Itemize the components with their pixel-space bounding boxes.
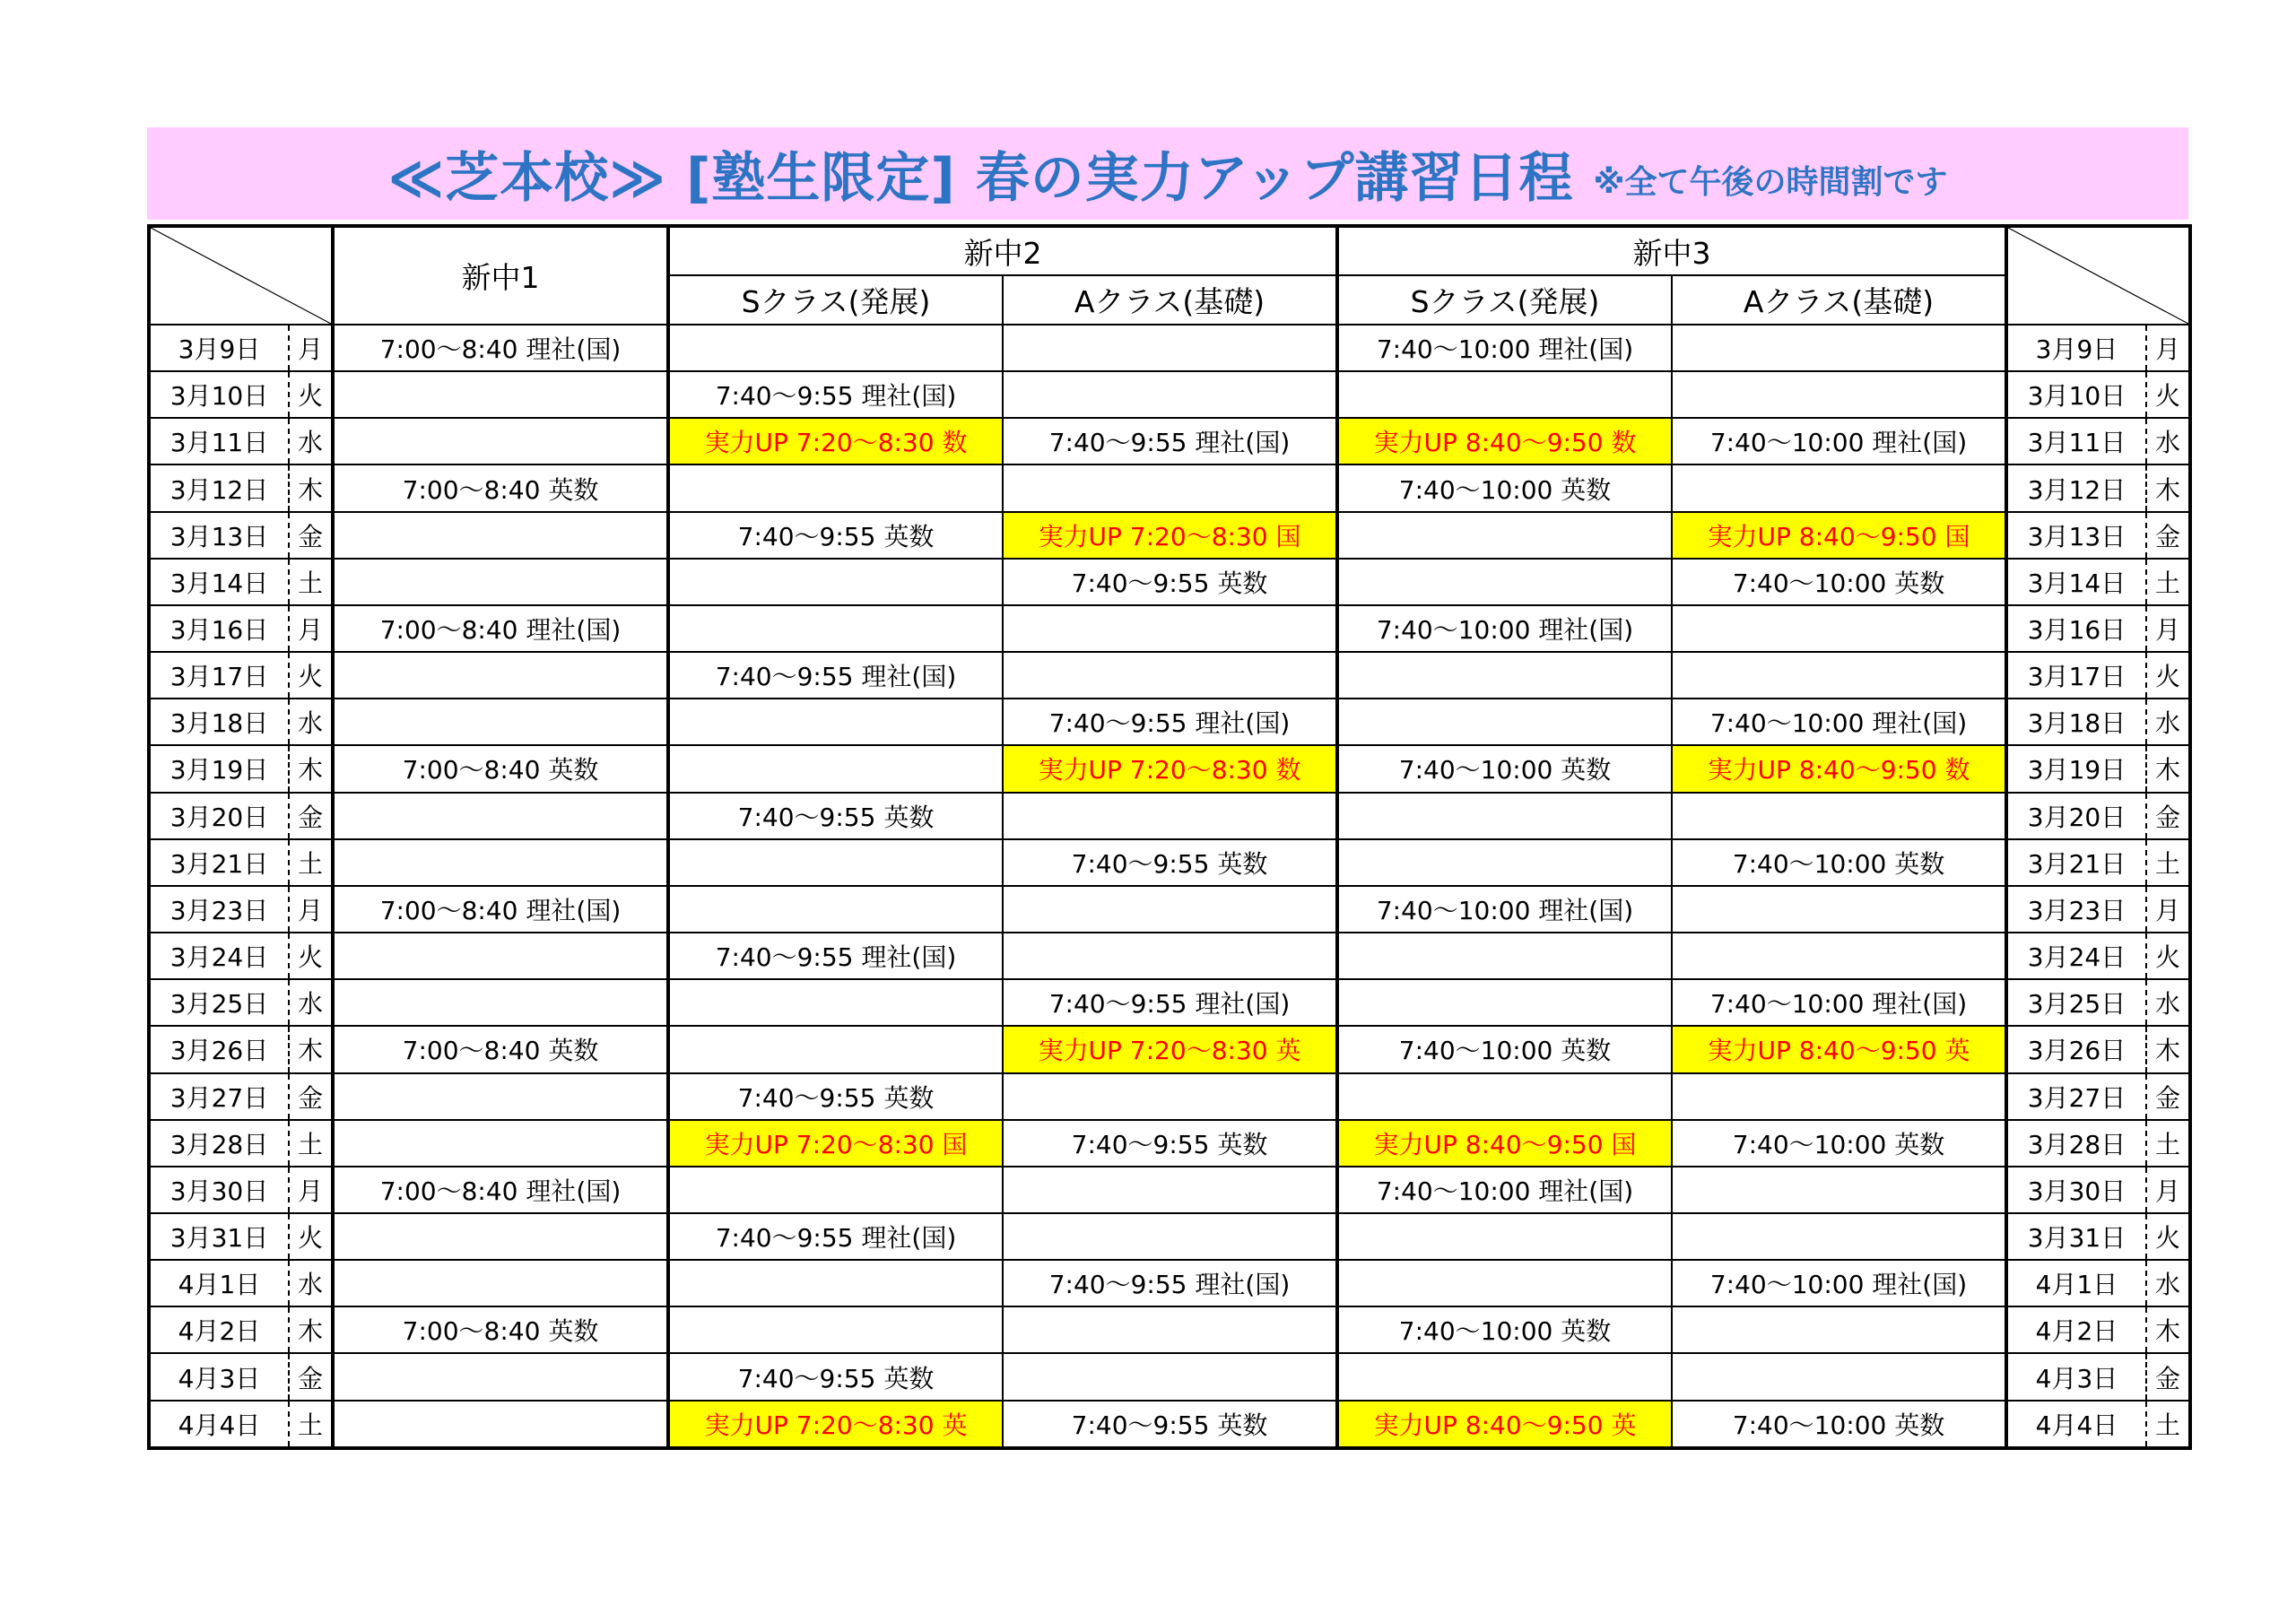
weekday-cell-right: 木 (2146, 1306, 2190, 1353)
grade2-a-cell: 7:40～9:55 理社(国) (1003, 979, 1337, 1026)
weekday-cell-right: 火 (2146, 652, 2190, 699)
date-cell: 3月9日 (149, 325, 289, 371)
grade1-cell: 7:00～8:40 理社(国) (333, 325, 668, 371)
date-cell: 3月13日 (149, 512, 289, 559)
schedule-row (149, 418, 2190, 464)
grade3-a-cell (1672, 886, 2006, 933)
grade2-s-cell: 7:40～9:55 理社(国) (668, 371, 1003, 418)
grade1-cell (333, 512, 668, 559)
grade2-a-cell: 7:40～9:55 英数 (1003, 1120, 1337, 1167)
grade2-s-cell (668, 1167, 1003, 1213)
grade1-cell: 7:00～8:40 英数 (333, 1306, 668, 1353)
weekday-cell-right: 水 (2146, 979, 2190, 1026)
date-cell-right: 3月24日 (2006, 933, 2146, 979)
grade3-a-cell (1672, 793, 2006, 839)
grade1-cell (333, 559, 668, 605)
weekday-cell-right: 火 (2146, 1213, 2190, 1260)
grade3-s-cell: 実力UP 8:40～9:50 数 (1337, 418, 1672, 464)
weekday-cell: 金 (289, 793, 333, 839)
weekday-cell: 土 (289, 1120, 333, 1167)
grade1-cell: 7:00～8:40 理社(国) (333, 605, 668, 652)
weekday-cell-right: 月 (2146, 605, 2190, 652)
weekday-cell-right: 月 (2146, 325, 2190, 371)
grade1-cell: 7:00～8:40 英数 (333, 1026, 668, 1072)
schedule-row (149, 652, 2190, 699)
grade3-a-cell: 7:40～10:00 英数 (1672, 839, 2006, 886)
weekday-cell: 土 (289, 559, 333, 605)
grade2-s-cell (668, 839, 1003, 886)
weekday-cell: 月 (289, 886, 333, 933)
header-g2-s-class: Sクラス(発展) (668, 275, 1003, 325)
weekday-cell: 金 (289, 1073, 333, 1120)
weekday-cell: 火 (289, 933, 333, 979)
grade3-s-cell: 7:40～10:00 英数 (1337, 464, 1672, 511)
grade1-cell (333, 1213, 668, 1260)
schedule-row (149, 1167, 2190, 1213)
date-cell: 3月18日 (149, 699, 289, 745)
date-cell: 3月28日 (149, 1120, 289, 1167)
date-cell-right: 3月10日 (2006, 371, 2146, 418)
grade3-s-cell (1337, 559, 1672, 605)
date-cell-right: 3月13日 (2006, 512, 2146, 559)
grade2-a-cell: 7:40～9:55 英数 (1003, 839, 1337, 886)
weekday-cell-right: 火 (2146, 371, 2190, 418)
date-cell-right: 3月21日 (2006, 839, 2146, 886)
grade3-a-cell (1672, 605, 2006, 652)
grade3-a-cell (1672, 371, 2006, 418)
header-grade3: 新中3 (1337, 226, 2006, 275)
grade3-s-cell: 7:40～10:00 理社(国) (1337, 605, 1672, 652)
grade2-a-cell (1003, 605, 1337, 652)
grade3-s-cell (1337, 839, 1672, 886)
weekday-cell: 木 (289, 1026, 333, 1072)
date-cell: 4月3日 (149, 1353, 289, 1400)
weekday-cell: 火 (289, 1213, 333, 1260)
weekday-cell: 金 (289, 1353, 333, 1400)
grade1-cell (333, 371, 668, 418)
date-cell-right: 4月2日 (2006, 1306, 2146, 1353)
grade3-s-cell (1337, 1353, 1672, 1400)
grade2-a-cell (1003, 886, 1337, 933)
schedule-row (149, 1026, 2190, 1072)
grade2-a-cell: 7:40～9:55 理社(国) (1003, 699, 1337, 745)
grade3-s-cell: 7:40～10:00 理社(国) (1337, 325, 1672, 371)
grade2-a-cell: 実力UP 7:20～8:30 国 (1003, 512, 1337, 559)
grade1-cell (333, 1260, 668, 1306)
date-cell-right: 3月11日 (2006, 418, 2146, 464)
grade1-cell (333, 699, 668, 745)
grade3-s-cell (1337, 1073, 1672, 1120)
grade3-a-cell: 7:40～10:00 理社(国) (1672, 699, 2006, 745)
grade1-cell: 7:00～8:40 英数 (333, 745, 668, 792)
corner-cell-right (2006, 226, 2190, 325)
grade3-s-cell (1337, 512, 1672, 559)
grade3-s-cell (1337, 1260, 1672, 1306)
grade2-a-cell (1003, 325, 1337, 371)
date-cell-right: 3月26日 (2006, 1026, 2146, 1072)
date-cell: 3月17日 (149, 652, 289, 699)
weekday-cell-right: 水 (2146, 1260, 2190, 1306)
grade3-a-cell: 7:40～10:00 理社(国) (1672, 979, 2006, 1026)
grade3-s-cell (1337, 793, 1672, 839)
grade2-s-cell: 実力UP 7:20～8:30 英 (668, 1401, 1003, 1448)
grade2-s-cell (668, 325, 1003, 371)
schedule-row (149, 886, 2190, 933)
weekday-cell-right: 火 (2146, 933, 2190, 979)
weekday-cell: 金 (289, 512, 333, 559)
weekday-cell-right: 土 (2146, 839, 2190, 886)
grade3-s-cell: 7:40～10:00 英数 (1337, 745, 1672, 792)
grade3-s-cell (1337, 371, 1672, 418)
schedule-row (149, 1306, 2190, 1353)
grade2-a-cell: 実力UP 7:20～8:30 英 (1003, 1026, 1337, 1072)
grade2-s-cell: 7:40～9:55 英数 (668, 1073, 1003, 1120)
grade2-a-cell (1003, 1353, 1337, 1400)
date-cell: 3月11日 (149, 418, 289, 464)
date-cell: 3月10日 (149, 371, 289, 418)
weekday-cell: 火 (289, 652, 333, 699)
grade3-a-cell: 実力UP 8:40～9:50 数 (1672, 745, 2006, 792)
weekday-cell-right: 水 (2146, 699, 2190, 745)
grade2-s-cell: 7:40～9:55 理社(国) (668, 652, 1003, 699)
schedule-row (149, 371, 2190, 418)
date-cell-right: 3月28日 (2006, 1120, 2146, 1167)
grade2-a-cell: 7:40～9:55 理社(国) (1003, 1260, 1337, 1306)
header-grade2: 新中2 (668, 226, 1337, 275)
grade2-s-cell (668, 1026, 1003, 1072)
date-cell: 4月4日 (149, 1401, 289, 1448)
grade3-s-cell (1337, 652, 1672, 699)
grade2-s-cell (668, 464, 1003, 511)
grade2-a-cell (1003, 1073, 1337, 1120)
date-cell: 3月12日 (149, 464, 289, 511)
grade3-a-cell (1672, 1073, 2006, 1120)
grade2-s-cell: 7:40～9:55 英数 (668, 1353, 1003, 1400)
grade2-a-cell (1003, 1306, 1337, 1353)
weekday-cell: 水 (289, 1260, 333, 1306)
date-cell: 4月2日 (149, 1306, 289, 1353)
grade2-s-cell: 7:40～9:55 英数 (668, 512, 1003, 559)
grade2-a-cell (1003, 933, 1337, 979)
weekday-cell: 月 (289, 1167, 333, 1213)
weekday-cell: 土 (289, 1401, 333, 1448)
date-cell-right: 3月27日 (2006, 1073, 2146, 1120)
grade2-s-cell (668, 699, 1003, 745)
date-cell-right: 3月16日 (2006, 605, 2146, 652)
schedule-row (149, 1353, 2190, 1400)
grade3-a-cell (1672, 464, 2006, 511)
weekday-cell-right: 土 (2146, 1401, 2190, 1448)
schedule-row (149, 1260, 2190, 1306)
grade1-cell: 7:00～8:40 理社(国) (333, 1167, 668, 1213)
grade2-a-cell: 7:40～9:55 理社(国) (1003, 418, 1337, 464)
grade3-a-cell (1672, 1167, 2006, 1213)
header-g2-a-class: Aクラス(基礎) (1003, 275, 1337, 325)
grade2-s-cell (668, 886, 1003, 933)
schedule-row (149, 979, 2190, 1026)
grade1-cell (333, 793, 668, 839)
date-cell: 3月20日 (149, 793, 289, 839)
grade1-cell (333, 1073, 668, 1120)
grade3-a-cell (1672, 652, 2006, 699)
grade2-a-cell (1003, 1167, 1337, 1213)
grade2-s-cell (668, 1306, 1003, 1353)
grade3-a-cell (1672, 1353, 2006, 1400)
grade3-s-cell: 実力UP 8:40～9:50 英 (1337, 1401, 1672, 1448)
schedule-row (149, 1120, 2190, 1167)
grade3-a-cell: 7:40～10:00 英数 (1672, 1120, 2006, 1167)
weekday-cell: 木 (289, 745, 333, 792)
date-cell-right: 3月19日 (2006, 745, 2146, 792)
weekday-cell-right: 月 (2146, 886, 2190, 933)
grade2-s-cell (668, 979, 1003, 1026)
grade3-a-cell (1672, 933, 2006, 979)
title-note: ※全て午後の時間割です (1593, 164, 1948, 201)
date-cell-right: 3月23日 (2006, 886, 2146, 933)
date-cell: 3月24日 (149, 933, 289, 979)
header-g3-a-class: Aクラス(基礎) (1672, 275, 2006, 325)
header-grade1: 新中1 (333, 226, 668, 325)
date-cell: 3月31日 (149, 1213, 289, 1260)
grade2-s-cell (668, 1260, 1003, 1306)
weekday-cell-right: 水 (2146, 418, 2190, 464)
schedule-row (149, 793, 2190, 839)
grade2-s-cell: 実力UP 7:20～8:30 数 (668, 418, 1003, 464)
grade2-a-cell (1003, 1213, 1337, 1260)
weekday-cell-right: 金 (2146, 512, 2190, 559)
grade2-s-cell: 7:40～9:55 理社(国) (668, 933, 1003, 979)
grade3-a-cell: 7:40～10:00 理社(国) (1672, 1260, 2006, 1306)
date-cell: 3月21日 (149, 839, 289, 886)
grade3-a-cell: 7:40～10:00 英数 (1672, 559, 2006, 605)
grade1-cell: 7:00～8:40 理社(国) (333, 886, 668, 933)
weekday-cell-right: 金 (2146, 793, 2190, 839)
schedule-row (149, 325, 2190, 371)
weekday-cell-right: 金 (2146, 1353, 2190, 1400)
weekday-cell-right: 月 (2146, 1167, 2190, 1213)
grade2-a-cell: 7:40～9:55 英数 (1003, 1401, 1337, 1448)
schedule-row (149, 1073, 2190, 1120)
date-cell: 3月23日 (149, 886, 289, 933)
date-cell-right: 3月31日 (2006, 1213, 2146, 1260)
grade2-s-cell: 7:40～9:55 英数 (668, 793, 1003, 839)
weekday-cell: 木 (289, 464, 333, 511)
date-cell: 3月19日 (149, 745, 289, 792)
grade1-cell (333, 1353, 668, 1400)
grade3-s-cell: 7:40～10:00 理社(国) (1337, 1167, 1672, 1213)
weekday-cell: 木 (289, 1306, 333, 1353)
grade1-cell (333, 839, 668, 886)
date-cell-right: 3月9日 (2006, 325, 2146, 371)
grade2-a-cell (1003, 371, 1337, 418)
grade1-cell (333, 979, 668, 1026)
weekday-cell-right: 土 (2146, 559, 2190, 605)
grade3-a-cell (1672, 1213, 2006, 1260)
grade2-a-cell: 7:40～9:55 英数 (1003, 559, 1337, 605)
date-cell: 3月25日 (149, 979, 289, 1026)
date-cell: 3月30日 (149, 1167, 289, 1213)
schedule-table (147, 224, 2192, 1450)
date-cell: 3月27日 (149, 1073, 289, 1120)
schedule-row (149, 1213, 2190, 1260)
weekday-cell: 火 (289, 371, 333, 418)
grade2-s-cell: 実力UP 7:20～8:30 国 (668, 1120, 1003, 1167)
grade2-s-cell: 7:40～9:55 理社(国) (668, 1213, 1003, 1260)
weekday-cell: 月 (289, 325, 333, 371)
grade3-s-cell: 7:40～10:00 英数 (1337, 1026, 1672, 1072)
schedule-row (149, 512, 2190, 559)
schedule-row (149, 605, 2190, 652)
date-cell-right: 4月3日 (2006, 1353, 2146, 1400)
grade2-a-cell (1003, 652, 1337, 699)
date-cell-right: 3月17日 (2006, 652, 2146, 699)
weekday-cell: 土 (289, 839, 333, 886)
grade1-cell (333, 652, 668, 699)
grade3-s-cell (1337, 1213, 1672, 1260)
grade1-cell: 7:00～8:40 英数 (333, 464, 668, 511)
grade3-s-cell (1337, 979, 1672, 1026)
grade1-cell (333, 1120, 668, 1167)
date-cell: 3月14日 (149, 559, 289, 605)
date-cell-right: 4月1日 (2006, 1260, 2146, 1306)
schedule-row (149, 464, 2190, 511)
grade3-a-cell: 実力UP 8:40～9:50 英 (1672, 1026, 2006, 1072)
weekday-cell: 水 (289, 418, 333, 464)
page-title: ≪芝本校≫ [塾生限定] 春の実力アップ講習日程 (387, 146, 1574, 210)
date-cell-right: 3月20日 (2006, 793, 2146, 839)
weekday-cell-right: 木 (2146, 1026, 2190, 1072)
schedule-row (149, 699, 2190, 745)
schedule-row (149, 559, 2190, 605)
title-banner (147, 127, 2188, 220)
date-cell-right: 3月12日 (2006, 464, 2146, 511)
weekday-cell-right: 金 (2146, 1073, 2190, 1120)
grade3-a-cell (1672, 1306, 2006, 1353)
date-cell: 3月16日 (149, 605, 289, 652)
grade3-s-cell: 実力UP 8:40～9:50 国 (1337, 1120, 1672, 1167)
date-cell-right: 3月30日 (2006, 1167, 2146, 1213)
grade1-cell (333, 933, 668, 979)
grade2-s-cell (668, 745, 1003, 792)
date-cell-right: 3月25日 (2006, 979, 2146, 1026)
date-cell-right: 3月18日 (2006, 699, 2146, 745)
weekday-cell: 水 (289, 979, 333, 1026)
weekday-cell-right: 木 (2146, 464, 2190, 511)
schedule-row (149, 933, 2190, 979)
schedule-row (149, 839, 2190, 886)
weekday-cell-right: 木 (2146, 745, 2190, 792)
grade1-cell (333, 1401, 668, 1448)
grade2-s-cell (668, 559, 1003, 605)
date-cell: 4月1日 (149, 1260, 289, 1306)
grade2-a-cell (1003, 793, 1337, 839)
grade2-s-cell (668, 605, 1003, 652)
grade3-s-cell (1337, 933, 1672, 979)
date-cell-right: 3月14日 (2006, 559, 2146, 605)
weekday-cell-right: 土 (2146, 1120, 2190, 1167)
grade3-a-cell: 実力UP 8:40～9:50 国 (1672, 512, 2006, 559)
grade3-a-cell: 7:40～10:00 理社(国) (1672, 418, 2006, 464)
grade1-cell (333, 418, 668, 464)
corner-cell-left (149, 226, 333, 325)
weekday-cell: 水 (289, 699, 333, 745)
weekday-cell: 月 (289, 605, 333, 652)
grade3-a-cell: 7:40～10:00 英数 (1672, 1401, 2006, 1448)
grade2-a-cell (1003, 464, 1337, 511)
header-g3-s-class: Sクラス(発展) (1337, 275, 1672, 325)
grade3-s-cell: 7:40～10:00 英数 (1337, 1306, 1672, 1353)
grade2-a-cell: 実力UP 7:20～8:30 数 (1003, 745, 1337, 792)
date-cell-right: 4月4日 (2006, 1401, 2146, 1448)
date-cell: 3月26日 (149, 1026, 289, 1072)
schedule-row (149, 1401, 2190, 1448)
grade3-a-cell (1672, 325, 2006, 371)
grade3-s-cell (1337, 699, 1672, 745)
grade3-s-cell: 7:40～10:00 理社(国) (1337, 886, 1672, 933)
schedule-row (149, 745, 2190, 792)
